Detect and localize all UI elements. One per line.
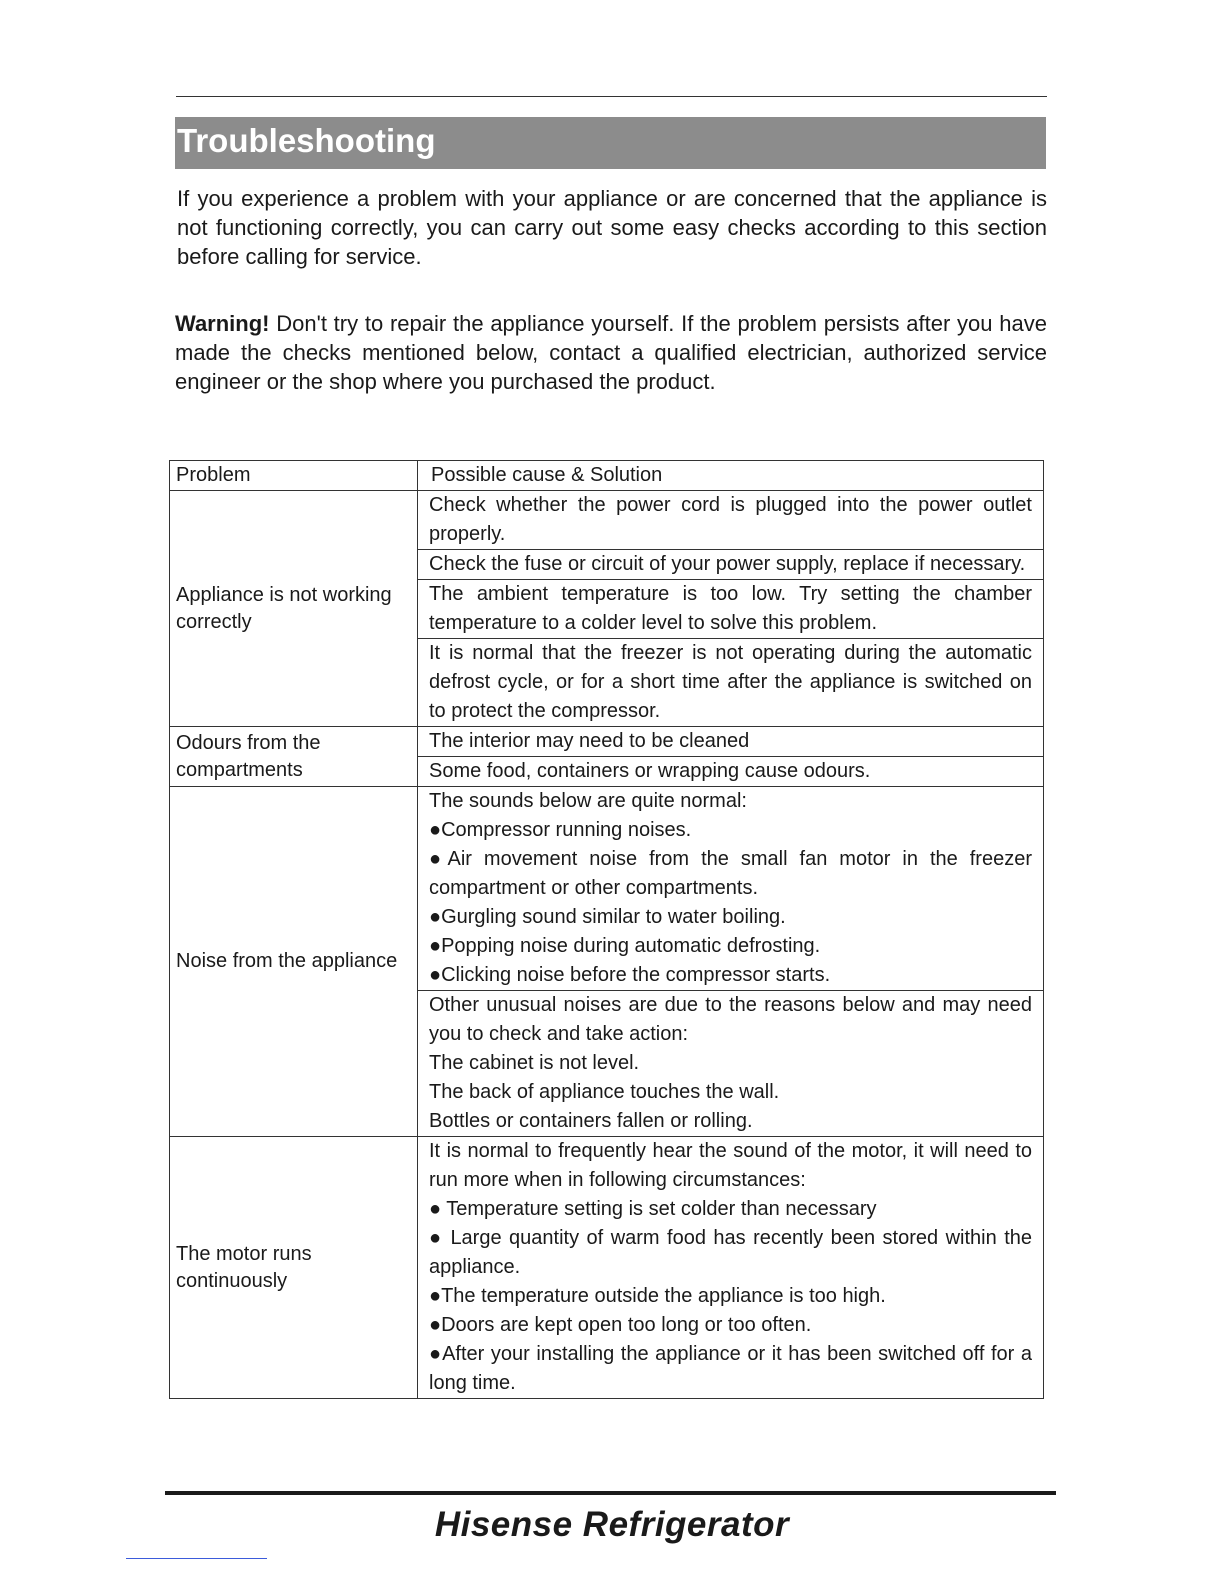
solution-line: ●Gurgling sound similar to water boiling. (429, 906, 786, 928)
solution-line: ●Doors are kept open too long or too often. (429, 1314, 812, 1336)
solution-line: The ambient temperature is too low. Try setting the chamber temperature to a colder level to solve this problem. (429, 583, 1032, 634)
solution-line: The sounds below are quite normal: (429, 790, 747, 812)
solution-cell (418, 787, 1044, 991)
top-rule (176, 96, 1047, 97)
brand-footer: Hisense Refrigerator (434, 1505, 790, 1544)
header-problem: Problem (170, 461, 418, 491)
troubleshooting-table (169, 460, 1044, 1399)
warning-paragraph (175, 309, 1047, 396)
solution-cell (418, 639, 1044, 727)
table-header-row (170, 461, 1044, 491)
solution-cell (418, 1137, 1044, 1399)
solution-line: ●The temperature outside the appliance is too high. (429, 1285, 886, 1307)
solution-cell (418, 757, 1044, 787)
solution-line: ● Large quantity of warm food has recently been stored within the appliance. (429, 1227, 1032, 1278)
solution-cell (418, 727, 1044, 757)
footer-rule (165, 1491, 1056, 1495)
solution-line: Bottles or containers fallen or rolling. (429, 1110, 753, 1132)
solution-line: ●Clicking noise before the compressor starts. (429, 964, 831, 986)
intro-paragraph: If you experience a problem with your appliance or are concerned that the appliance is not functioning correctly, you can carry out some easy checks according to this section before calling for service. (177, 186, 1047, 269)
problem-cell: The motor runs continuously (170, 1137, 418, 1399)
solution-cell (418, 550, 1044, 580)
warning-text: Don't try to repair the appliance yourself. If the problem persists after you have made the checks mentioned below, contact a qualified electrician, authorized service engineer or the shop where you purchased the product. (175, 311, 1047, 394)
table-row (170, 727, 1044, 757)
solution-line: The cabinet is not level. (429, 1052, 640, 1074)
solution-line: Other unusual noises are due to the reasons below and may need you to check and take action: (429, 994, 1032, 1045)
table-row (170, 1137, 1044, 1399)
section-title: Troubleshooting (175, 117, 1046, 169)
problem-cell: Appliance is not working correctly (170, 491, 418, 727)
solution-line: ●Popping noise during automatic defrosting. (429, 935, 821, 957)
solution-line: Check the fuse or circuit of your power supply, replace if necessary. (429, 553, 1026, 575)
solution-line: The interior may need to be cleaned (429, 730, 750, 752)
solution-line: ●Air movement noise from the small fan motor in the freezer compartment or other compartments. (429, 848, 1032, 899)
solution-line: Check whether the power cord is plugged into the power outlet properly. (429, 494, 1032, 545)
solution-line: It is normal that the freezer is not operating during the automatic defrost cycle, or for a short time after the appliance is switched on to protect the compressor. (429, 642, 1032, 722)
solution-line: The back of appliance touches the wall. (429, 1081, 780, 1103)
header-solution: Possible cause & Solution (418, 461, 1044, 491)
solution-line: ●Compressor running noises. (429, 819, 692, 841)
solution-line: ●After your installing the appliance or it has been switched off for a long time. (429, 1343, 1032, 1394)
solution-cell (418, 991, 1044, 1137)
solution-cell (418, 580, 1044, 639)
solution-line: Some food, containers or wrapping cause odours. (429, 760, 871, 782)
link-underline (126, 1558, 267, 1559)
solution-cell (418, 491, 1044, 550)
solution-line: It is normal to frequently hear the sound of the motor, it will need to run more when in following circumstances: (429, 1140, 1032, 1191)
problem-cell: Odours from the compartments (170, 727, 418, 787)
problem-cell: Noise from the appliance (170, 787, 418, 1137)
warning-label: Warning! (175, 311, 270, 336)
table-row (170, 787, 1044, 991)
solution-line: ● Temperature setting is set colder than necessary (429, 1198, 877, 1220)
table-row (170, 491, 1044, 550)
